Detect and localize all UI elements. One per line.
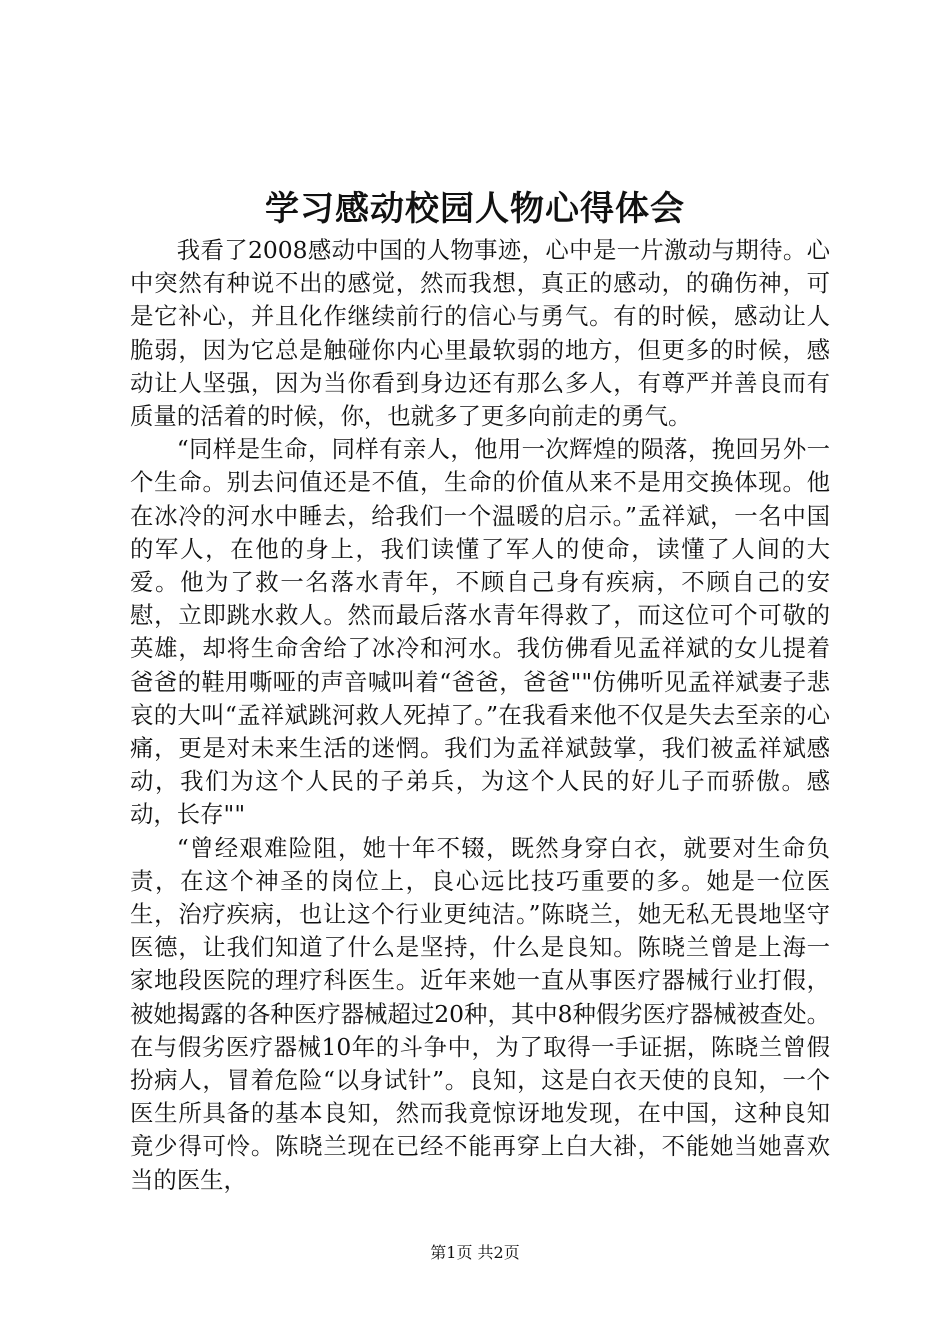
document-title: 学习感动校园人物心得体会 bbox=[265, 189, 685, 229]
body-paragraph: 我看了2008感动中国的人物事迹，心中是一片激动与期待。心中突然有种说不出的感觉，然而我想，真正的感动，的确伤神，可是它补心，并且化作继续前行的信心与勇气。有的时候，感动让人脆弱，因为它总是触碰你内心里最软弱的地方，但更多的时候，感动让人坚强，因为当你看到身边还有那么多人，有尊严并善良而有质量的活着的时候，你，也就多了更多向前走的勇气。 bbox=[130, 236, 830, 431]
page-footer: 第1页 共2页 bbox=[430, 1243, 520, 1262]
body-paragraph: “同样是生命，同样有亲人，他用一次辉煌的陨落，挽回另外一个生命。别去问值还是不值，生命的价值从来不是用交换体现。他在冰冷的河水中睡去，给我们一个温暖的启示。”孟祥斌，一名中国的军人，在他的身上，我们读懂了军人的使命，读懂了人间的大爱。他为了救一名落水青年，不顾自己身有疾病，不顾自己的安慰，立即跳水救人。然而最后落水青年得救了，而这位可个可敬的英雄，却将生命舍给了冰冷和河水。我仿佛看见孟祥斌的女儿提着爸爸的鞋用嘶哑的声音喊叫着“爸爸，爸爸""仿佛听见孟祥斌妻子悲哀的大叫“孟祥斌跳河救人死掉了。”在我看来他不仅是失去至亲的心痛，更是对未来生活的迷惘。我们为孟祥斌鼓掌，我们被孟祥斌感动，我们为这个人民的子弟兵，为这个人民的好儿子而骄傲。感动，长存"" bbox=[130, 435, 830, 829]
body-paragraph: “曾经艰难险阻，她十年不辍，既然身穿白衣，就要对生命负责，在这个神圣的岗位上，良心远比技巧重要的多。她是一位医生，治疗疾病，也让这个行业更纯洁。”陈晓兰，她无私无畏地坚守医德，让我们知道了什么是坚持，什么是良知。陈晓兰曾是上海一家地段医院的理疗科医生。近年来她一直从事医疗器械行业打假，被她揭露的各种医疗器械超过20种，其中8种假劣医疗器械被查处。在与假劣医疗器械10年的斗争中，为了取得一手证据，陈晓兰曾假扮病人，冒着危险“以身试针”。良知，这是白衣天使的良知，一个医生所具备的基本良知，然而我竟惊讶地发现，在中国，这种良知竟少得可怜。陈晓兰现在已经不能再穿上白大褂，不能她当她喜欢当的医生， bbox=[130, 833, 830, 1194]
document-body bbox=[130, 234, 830, 1197]
